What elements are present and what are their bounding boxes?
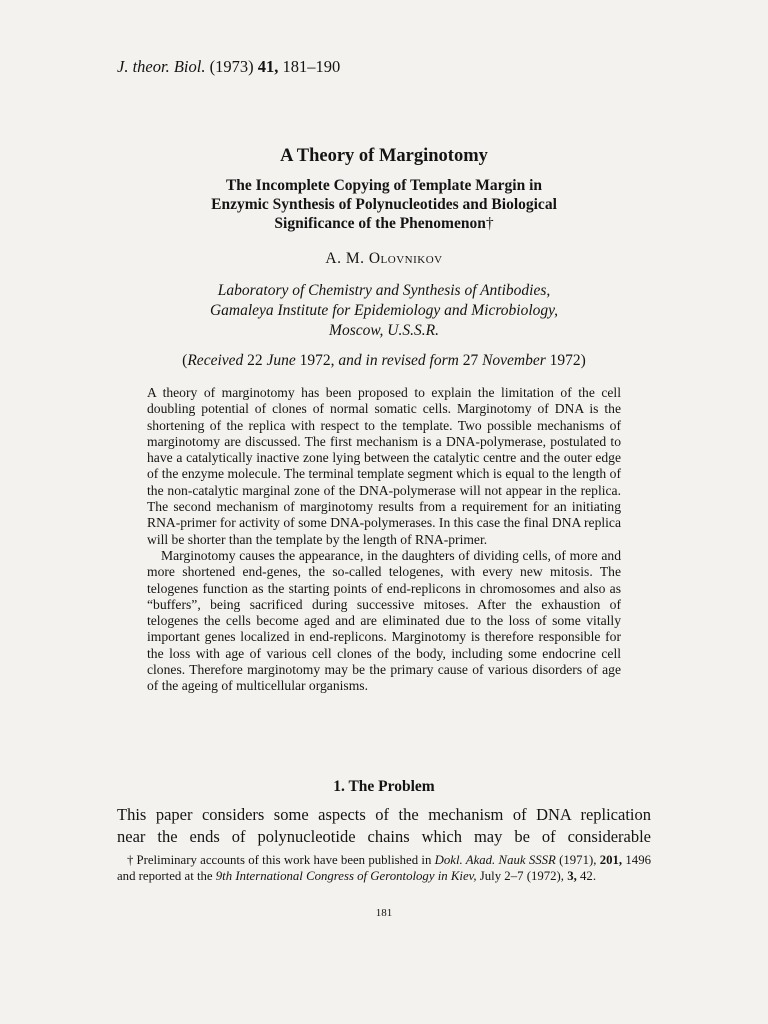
subtitle-text: The Incomplete Copying of Template Margin in Enzymic Synthesis of Polynucleotides and Biological Significance of the Phenomenon xyxy=(211,177,557,232)
body-line-2: near the ends of polynucleotide chains which may be of considerable xyxy=(117,826,651,846)
abstract xyxy=(147,385,621,695)
footnote-text-2: and reported at the xyxy=(117,868,213,883)
abstract-paragraph-1: A theory of marginotomy has been proposed to explain the limitation of the cell doubling potential of clones of normal somatic cells. Marginotomy of DNA is the shortening of the replica with respect to the template. Two possible mechanisms of marginotomy are discussed. The first mechanism is a DNA-polymerase, postulated to have a catalytically inactive zone lying between the catalytic centre and the outer edge of the enzyme molecule. The terminal template segment which is equal to the length of the non-catalytic marginal zone of the DNA-polymerase will not appear in the replica. The second mechanism of marginotomy results from a requirement for an initiating RNA-primer for activity of some DNA-polymerases. In this case the final DNA replica will be shorter than the template by the length of RNA-primer. xyxy=(147,385,621,547)
section-heading: 1. The Problem xyxy=(333,778,435,795)
footnote-year: (1971), xyxy=(559,853,597,867)
received-dates xyxy=(0,352,768,370)
footnote-text-1: Preliminary accounts of this work have been published in xyxy=(136,853,432,867)
paper-title: A Theory of Marginotomy xyxy=(280,146,488,166)
abstract-paragraph-2: Marginotomy causes the appearance, in the daughters of dividing cells, of more and more shortened end-genes, the so-called telogenes, with every new mitosis. The telogenes function as the starting points of end-replicons in chromosomes and also as “buffers”, being sacrificed during successive mitoses. After the exhaustion of telogenes the cells become aged and are eliminated due to the loss of some vitally important genes localized in end-replicons. Marginotomy is therefore responsible for the loss with age of various cell clones of the body, including some endocrine cell clones. Therefore marginotomy may be the primary cause of various disorders of age of the ageing of multicellular organisms. xyxy=(147,547,621,694)
received-month: June xyxy=(266,352,296,369)
received-label: Received xyxy=(187,352,244,369)
journal-volume: 41, xyxy=(257,57,279,76)
subtitle-footnote-mark: † xyxy=(485,215,494,232)
footnote-congress: 9th International Congress of Gerontology in Kiev, xyxy=(215,868,477,883)
footnote-dates: July 2–7 (1972), xyxy=(479,868,565,883)
page-number: 181 xyxy=(375,907,393,919)
affiliation-line-1: Laboratory of Chemistry and Synthesis of Antibodies, xyxy=(217,282,551,299)
body-line-1: This paper considers some aspects of the mechanism of DNA replication xyxy=(117,805,651,824)
footnote-mark: † xyxy=(127,853,134,867)
journal-pages: 181–190 xyxy=(282,57,341,76)
journal-citation xyxy=(117,57,340,77)
affiliation-line-2: Gamaleya Institute for Epidemiology and Microbiology, xyxy=(209,302,559,319)
footnote-page2: 42. xyxy=(580,868,597,883)
body-text xyxy=(117,804,651,847)
revised-year: 1972) xyxy=(549,352,586,369)
paper-subtitle xyxy=(200,176,568,233)
received-day: 22 xyxy=(247,352,263,369)
affiliation xyxy=(150,281,618,341)
affiliation-line-3: Moscow, U.S.S.R. xyxy=(329,322,439,339)
footnote-pages: 1496 xyxy=(625,853,651,867)
revised-month: November xyxy=(482,352,546,369)
footnote-text xyxy=(117,853,651,884)
footnote-vol2: 3, xyxy=(567,868,577,883)
received-open: ( xyxy=(182,352,188,369)
footnote-journal: Dokl. Akad. Nauk SSSR xyxy=(434,853,556,867)
author-text: A. M. Olovnikov xyxy=(325,250,443,267)
footnote-volume: 201, xyxy=(599,853,623,867)
revised-day: 27 xyxy=(462,352,479,369)
journal-name: J. theor. Biol. xyxy=(117,57,206,76)
received-year: 1972, xyxy=(299,352,335,369)
footnote xyxy=(117,853,651,884)
journal-year: (1973) xyxy=(209,57,254,76)
revised-label: and in revised form xyxy=(338,352,459,369)
author-name xyxy=(0,250,768,268)
